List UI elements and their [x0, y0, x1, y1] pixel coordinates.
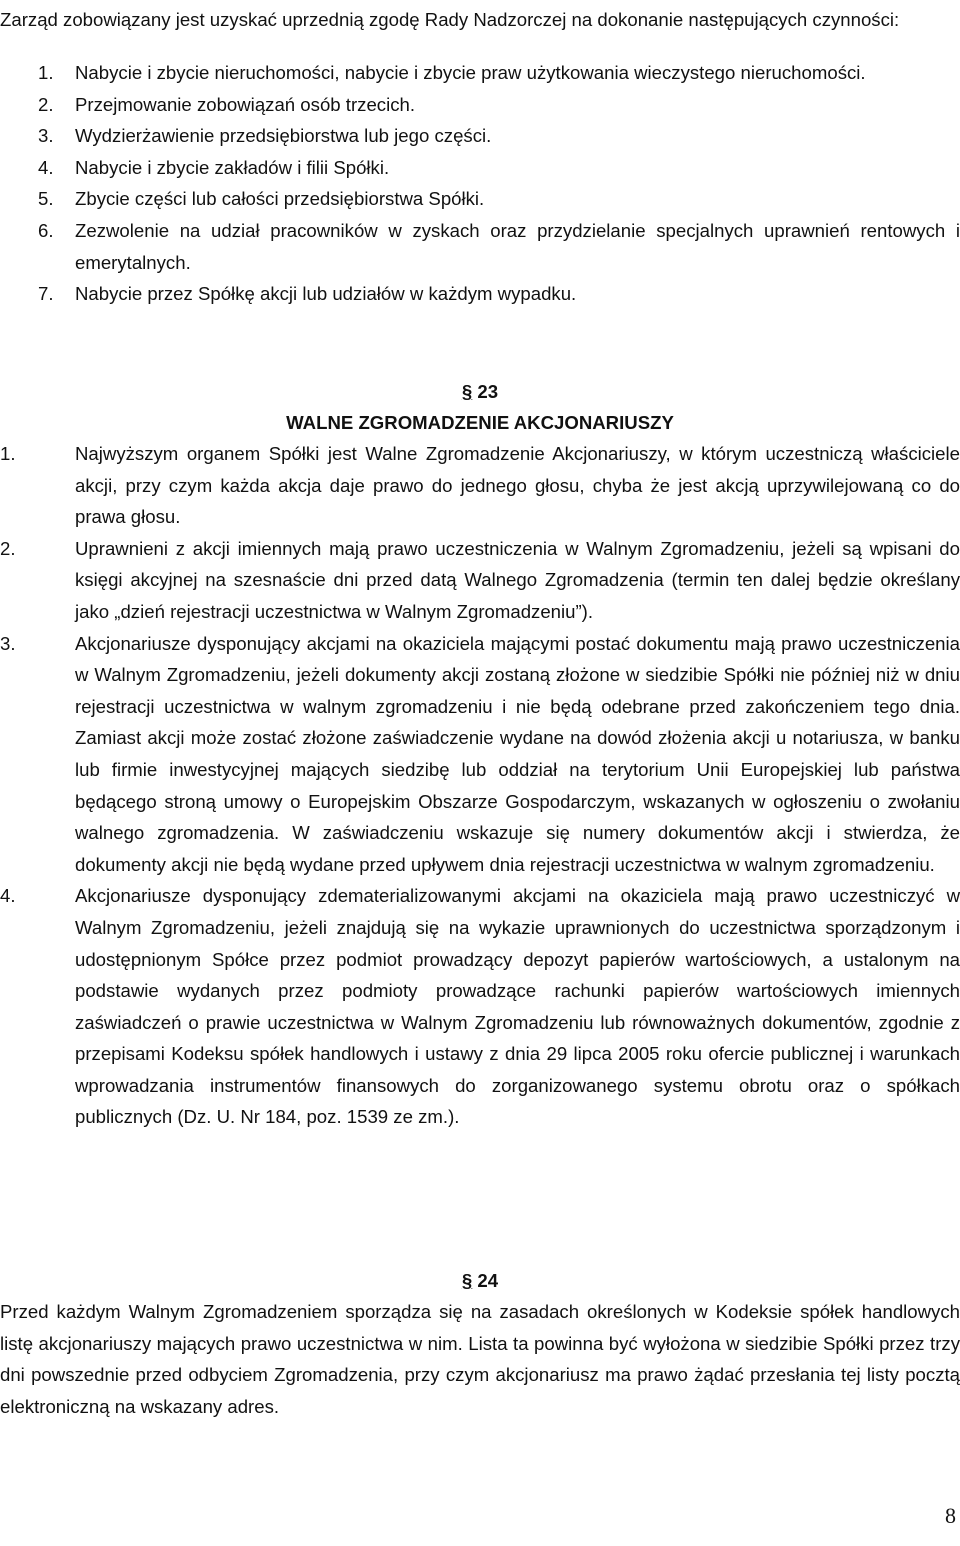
list-item: [0, 183, 960, 215]
list-item: [0, 438, 960, 533]
list-item-number: 2.: [0, 537, 16, 559]
intro-paragraph: Zarząd zobowiązany jest uzyskać uprzednią zgodę Rady Nadzorczej na dokonanie następujących czynności:: [0, 9, 900, 30]
list-item: [0, 215, 960, 278]
list-item: [0, 120, 960, 152]
list-item: [0, 89, 960, 121]
list-item-text: Nabycie i zbycie zakładów i filii Spółki.: [75, 156, 390, 178]
list-item-number: 2.: [38, 93, 54, 115]
list-item-text: Zezwolenie na udział pracowników w zyskach oraz przydzielanie specjalnych uprawnień rentowych i emerytalnych.: [75, 219, 960, 273]
list-item-number: 4.: [0, 885, 16, 907]
list-item: [0, 57, 960, 89]
list-item-text: Nabycie i zbycie nieruchomości, nabycie i zbycie praw użytkowania wieczystego nieruchomości.: [75, 62, 866, 83]
list-item-number: 3.: [38, 125, 54, 147]
list-item-text: Przejmowanie zobowiązań osób trzecich.: [75, 93, 416, 115]
list-item-text: Uprawnieni z akcji imiennych mają prawo uczestniczenia w Walnym Zgromadzeniu, jeżeli są wpisani do księgi akcyjnej na szesnaście dni przed datą Walnego Zgromadzenia (termin ten dalej będzie określany jako „dzień rejestracji uczestnictwa w Walnym Zgromadzeniu”).: [75, 537, 960, 622]
list-item-number: 4.: [38, 156, 54, 178]
list-item-number: 1.: [38, 62, 54, 83]
list-item-number: 3.: [0, 632, 16, 654]
section-23-title: WALNE ZGROMADZENIE AKCJONARIUSZY: [286, 412, 674, 433]
section-symbol: §: [461, 381, 473, 402]
list-item-number: 6.: [38, 219, 54, 241]
list-item-text: Akcjonariusze dysponujący akcjami na okaziciela mającymi postać dokumentu mają prawo uczestniczenia w Walnym Zgromadzeniu, jeżeli dokumenty akcji zostaną złożone w siedzibie Spółki nie później niż w dniu rejestracji uczestnictwa w walnym zgromadzeniu i nie będą odebrane przed zakończeniem tego dnia. Zamiast akcji może zostać złożone zaświadczenie wydane na dowód złożenia akcji u notariusza, w banku lub firmie inwestycyjnej mających siedzibę lub oddział na terytorium Unii Europejskiej lub państwa będącego stroną umowy o Europejskim Obszarze Gospodarczym, wskazanych w ogłoszeniu o zwołaniu walnego zgromadzenia. W zaświadczeniu wskazuje się numery dokumentów akcji i stwierdza, że dokumenty akcji nie będą wydane przed upływem dnia rejestracji uczestnictwa w walnym zgromadzeniu.: [75, 632, 960, 875]
list-item: [0, 880, 960, 1133]
list-item-text: Zbycie części lub całości przedsiębiorstwa Spółki.: [75, 188, 485, 210]
section-number: 23: [477, 381, 499, 402]
section-symbol: §: [461, 1270, 473, 1291]
section-23-number: [0, 376, 960, 408]
section-24-number: [0, 1265, 960, 1297]
list-item: [0, 278, 960, 310]
section-24-paragraph: Przed każdym Walnym Zgromadzeniem sporządza się na zasadach określonych w Kodeksie spółek handlowych listę akcjonariuszy mających prawo uczestnictwa w nim. Lista ta powinna być wyłożona w siedzibie Spółki przez trzy dni powszednie przed odbyciem Zgromadzenia, przy czym akcjonariusz ma prawo żądać przesłania tej listy pocztą elektroniczną na wskazany adres.: [0, 1301, 960, 1417]
list-item-text: Najwyższym organem Spółki jest Walne Zgromadzenie Akcjonariuszy, w którym uczestniczą właściciele akcji, przy czym każda akcja daje prawo do jednego głosu, chyba że jest akcją uprzywilejowaną co do prawa głosu.: [75, 443, 960, 528]
list-item-number: 1.: [0, 443, 16, 464]
supervisory-approval-list: [0, 57, 960, 310]
list-item-number: 5.: [38, 188, 54, 210]
list-item: [0, 152, 960, 184]
list-item-text: Wydzierżawienie przedsiębiorstwa lub jego części.: [75, 125, 492, 147]
page-number: 8: [945, 1503, 956, 1528]
list-item-text: Akcjonariusze dysponujący zdematerializowanymi akcjami na okaziciela mają prawo uczestniczyć w Walnym Zgromadzeniu, jeżeli znajdują się na wykazie uprawnionych do uczestnictwa sporządzonym i udostępnionym Spółce przez podmiot prowadzący depozyt papierów wartościowych, a ustalonym na podstawie wydanych przez podmioty prowadzące rachunki papierów wartościowych imiennych zaświadczeń o prawie uczestnictwa w Walnym Zgromadzeniu lub równoważnych dokumentów, zgodnie z przepisami Kodeksu spółek handlowych i ustawy z dnia 29 lipca 2005 roku ofercie publicznej i warunkach wprowadzania instrumentów finansowych do zorganizowanego systemu obrotu oraz o spółkach publicznych (Dz. U. Nr 184, poz. 1539 ze zm.).: [75, 885, 960, 1128]
general-meeting-list: [0, 438, 960, 1133]
list-item-number: 7.: [38, 283, 54, 305]
list-item-text: Nabycie przez Spółkę akcji lub udziałów w każdym wypadku.: [75, 283, 577, 305]
list-item: [0, 533, 960, 628]
list-item: [0, 628, 960, 881]
section-number: 24: [477, 1270, 499, 1291]
